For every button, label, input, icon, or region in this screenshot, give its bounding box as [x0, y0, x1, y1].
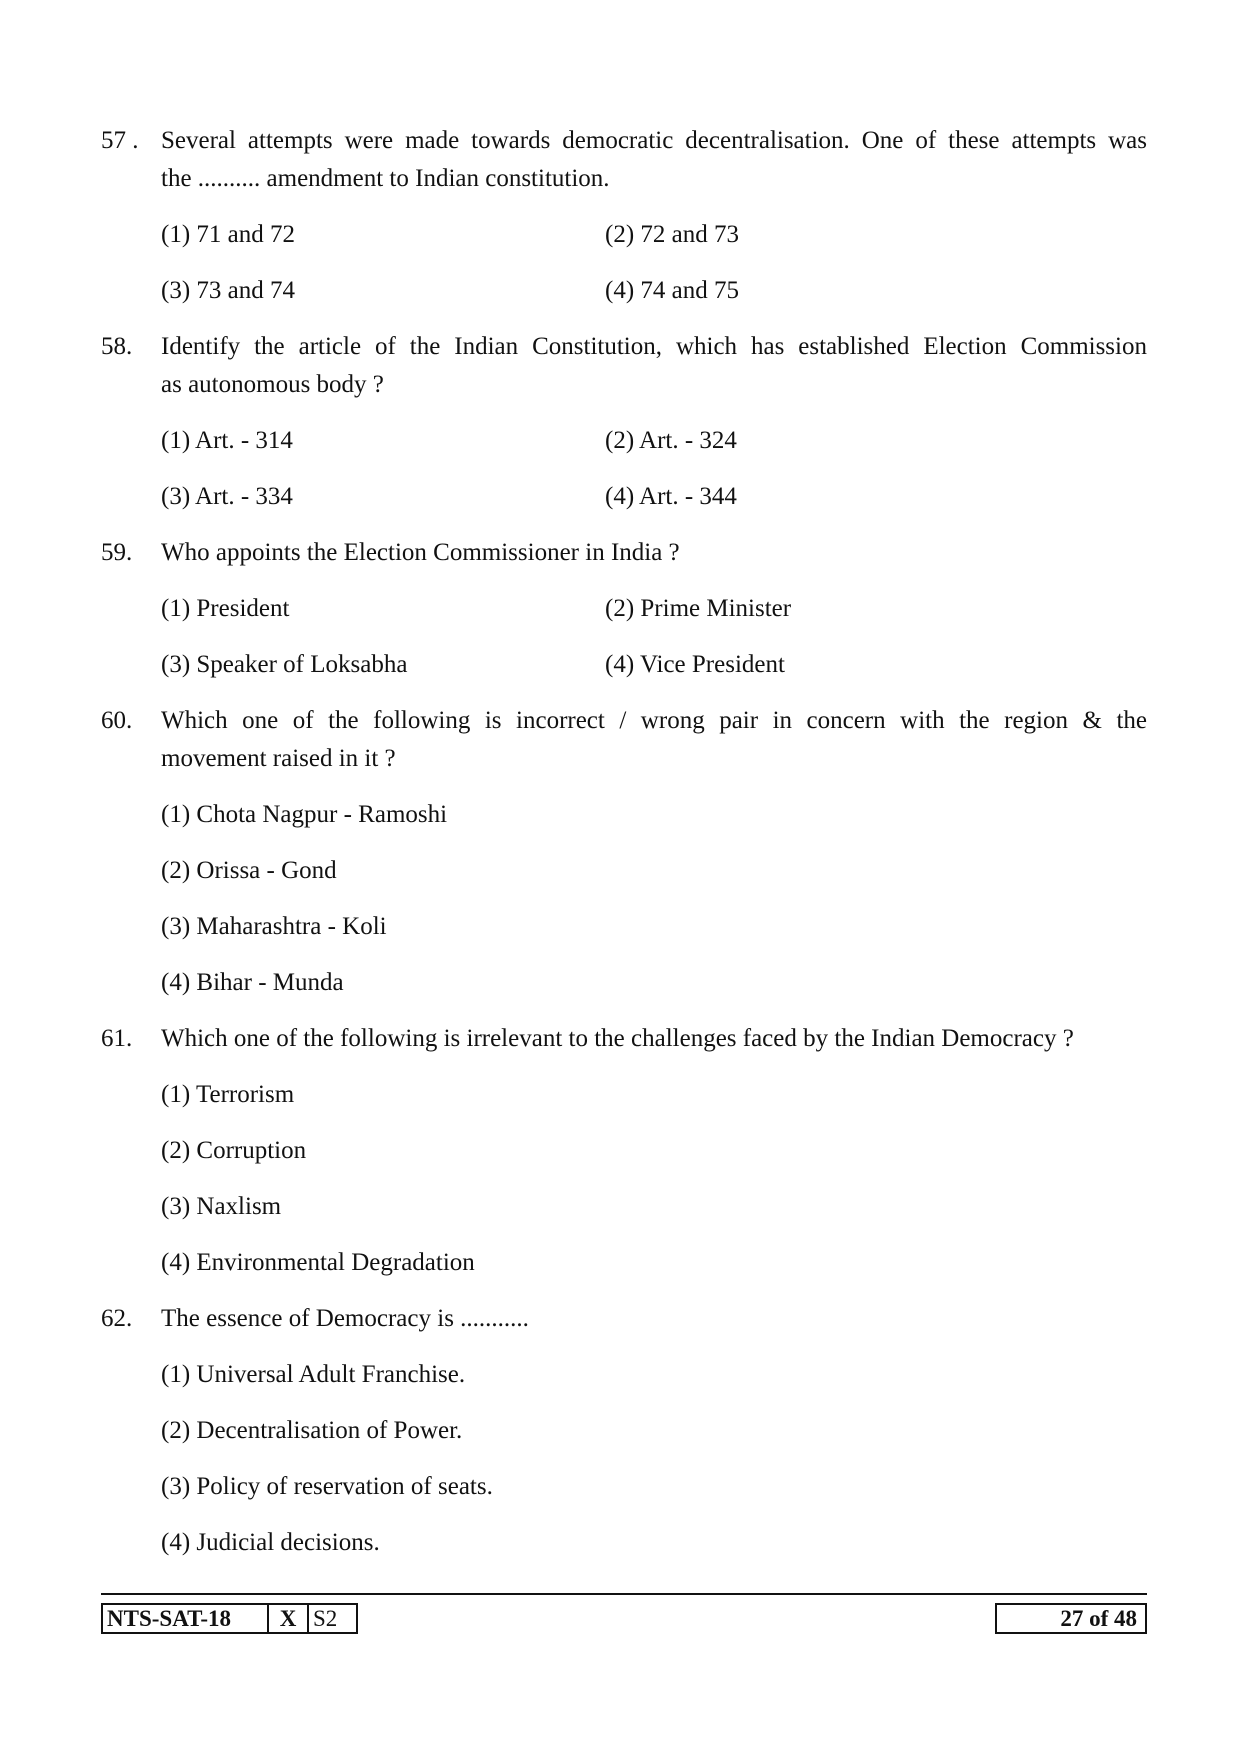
option: (2) Art. - 324 — [605, 427, 737, 454]
option: (4) Vice President — [605, 651, 785, 678]
page-number: 27 of 48 — [1060, 1606, 1137, 1631]
question-number: 59. — [101, 539, 133, 566]
question-number: 60. — [101, 707, 133, 734]
exam-code-box — [101, 1603, 358, 1634]
option: (1) Chota Nagpur - Ramoshi — [161, 801, 448, 828]
option: (3) Art. - 334 — [161, 483, 293, 510]
question-text: Which one of the following is irrelevant to the challenges faced by the Indian Democracy ? — [161, 1025, 1074, 1052]
exam-code: NTS-SAT-18 — [107, 1606, 231, 1631]
option: (4) 74 and 75 — [605, 277, 739, 304]
question-text: Several attempts were made towards democratic decentralisation. One of these attempts was — [161, 127, 1147, 154]
option: (2) Corruption — [161, 1137, 307, 1164]
question-text: as autonomous body ? — [161, 371, 384, 398]
option: (4) Art. - 344 — [605, 483, 737, 510]
question-text: Identify the article of the Indian Constitution, which has established Election Commission — [161, 333, 1147, 360]
option: (2) Prime Minister — [605, 595, 792, 622]
option: (3) Speaker of Loksabha — [161, 651, 408, 678]
question-text: Which one of the following is incorrect / wrong pair in concern with the region & the — [161, 707, 1147, 734]
standard: X — [267, 1605, 307, 1632]
option: (1) 71 and 72 — [161, 221, 295, 248]
option: (4) Judicial decisions. — [161, 1529, 380, 1556]
question-number: 57 . — [101, 127, 139, 154]
question-text: The essence of Democracy is ........... — [161, 1305, 529, 1332]
option: (4) Bihar - Munda — [161, 969, 344, 996]
set-code: S2 — [307, 1605, 356, 1632]
option: (3) Naxlism — [161, 1193, 282, 1220]
footer-divider — [101, 1593, 1147, 1595]
question-number: 58. — [101, 333, 133, 360]
option: (1) Terrorism — [161, 1081, 295, 1108]
option: (1) President — [161, 595, 290, 622]
option: (1) Art. - 314 — [161, 427, 293, 454]
page-number-box — [995, 1603, 1147, 1634]
option: (4) Environmental Degradation — [161, 1249, 475, 1276]
option: (2) 72 and 73 — [605, 221, 739, 248]
question-number: 61. — [101, 1025, 133, 1052]
option: (3) Maharashtra - Koli — [161, 913, 387, 940]
option: (2) Orissa - Gond — [161, 857, 337, 884]
option: (1) Universal Adult Franchise. — [161, 1361, 466, 1388]
question-text: movement raised in it ? — [161, 745, 396, 772]
question-number: 62. — [101, 1305, 133, 1332]
option: (2) Decentralisation of Power. — [161, 1417, 463, 1444]
option: (3) 73 and 74 — [161, 277, 295, 304]
question-text: the .......... amendment to Indian constitution. — [161, 165, 610, 192]
question-text: Who appoints the Election Commissioner in India ? — [161, 539, 680, 566]
option: (3) Policy of reservation of seats. — [161, 1473, 493, 1500]
